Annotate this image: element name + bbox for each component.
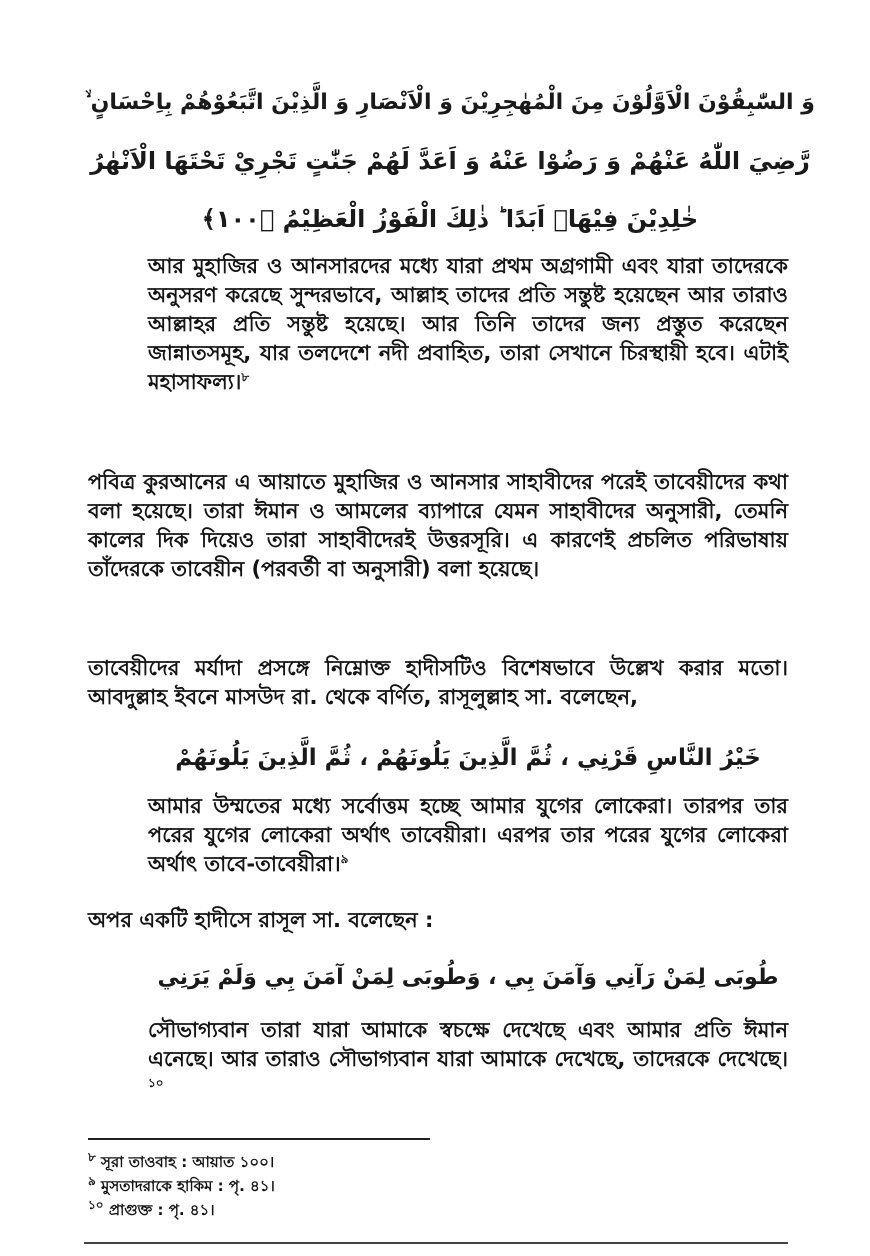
footnote-text: প্রাগুক্ত : পৃ. ৪১। (108, 1201, 215, 1219)
hadith-2-arabic: طُوبَى لِمَنْ رَآنِي وَآمَنَ بِي ، وَطُوبَى لِمَنْ آمَنَ بِي وَلَمْ يَرَنِي (157, 965, 779, 990)
footnote-9 (88, 1174, 688, 1198)
footnote-ref-9: ৯ (340, 852, 349, 866)
footnote-10 (88, 1198, 688, 1222)
footnote-number: ১০ (88, 1198, 104, 1212)
quran-ayah (80, 74, 820, 248)
page-bottom-divider (84, 1242, 788, 1244)
footnote-ref-8: ৮ (241, 370, 250, 384)
paragraph-tabeyi-intro: পবিত্র কুরআনের এ আয়াতে মুহাজির ও আনসার সাহাবীদের পরেই তাবেয়ীদের কথা বলা হয়েছে। তারা ঈমান ও আমলের ব্যাপারে যেমন সাহাবীদের অনুসারী, তেমনি কালের দিক দিয়েও তারা সাহাবীদেরই উত্তরসূরি। এ কারণেই প্রচলিত পরিভাষায় তাঁদেরকে তাবেয়ীন (পরবর্তী বা অনুসারী) বলা হয়েছে। (88, 470, 788, 581)
hadith-2-translation (148, 1016, 788, 1103)
hadith-1-arabic: خَيْرُ النَّاسِ قَرْنِي ، ثُمَّ الَّذِينَ يَلُونَهُمْ ، ثُمَّ الَّذِينَ يَلُونَهُمْ (175, 745, 761, 771)
footnote-text: মুসতাদরাকে হাকিম : পৃ. ৪১। (101, 1177, 275, 1195)
ayah-line-2: رَّضِيَ اللّٰهُ عَنْهُمْ وَ رَضُوْا عَنْهُ وَ اَعَدَّ لَهُمْ جَنّٰتٍ تَجْرِيْ تَحْتَهَا الْاَنْهٰرُ (90, 147, 810, 175)
footnote-ref-10: ১০ (148, 1076, 164, 1090)
footnote-number: ৯ (88, 1174, 96, 1188)
footnote-text: সূরা তাওবাহ : আয়াত ১০০। (101, 1153, 275, 1171)
paragraph-second-hadith-intro: অপর একটি হাদীসে রাসূল সা. বলেছেন : (88, 908, 434, 932)
ayah-line-3: خٰلِدِيْنَ فِيْهَاۤ اَبَدًا ؕ ذٰلِكَ الْفَوْزُ الْعَظِيْمُ ﴿۱۰۰﴾ (201, 205, 699, 233)
footnote-8 (88, 1150, 688, 1174)
hadith-1-translation (148, 792, 788, 879)
footnote-divider (88, 1138, 430, 1140)
ayah-translation-text: আর মুহাজির ও আনসারদের মধ্যে যারা প্রথম অগ্রগামী এবং যারা তাদেরকে অনুসরণ করেছে সুন্দরভাবে, আল্লাহ তাদের প্রতি সন্তুষ্ট হয়েছেন আর তারাও আল্লাহর প্রতি সন্তুষ্ট হয়েছে। আর তিনি তাদের জন্য প্রস্তুত করেছেন জান্নাতসমূহ, যার তলদেশে নদী প্রবাহিত, তারা সেখানে চিরস্থায়ী হবে। এটাই মহাসাফল্য। (148, 254, 788, 394)
footnote-number: ৮ (88, 1150, 96, 1164)
ayah-translation (148, 252, 788, 397)
hadith-2-translation-text: সৌভাগ্যবান তারা যারা আমাকে স্বচক্ষে দেখেছে এবং আমার প্রতি ঈমান এনেছে। আর তারাও সৌভাগ্যবান যারা আমাকে দেখেছে, তাদেরকে দেখেছে। (148, 1018, 788, 1071)
hadith-1-translation-text: আমার উম্মতের মধ্যে সর্বোত্তম হচ্ছে আমার যুগের লোকেরা। তারপর তার পরের যুগের লোকেরা অর্থাৎ তাবেয়ীরা। এরপর তার পরের যুগের লোকেরা অর্থাৎ তাবে-তাবেয়ীরা। (148, 794, 788, 876)
paragraph-hadith-intro: তাবেয়ীদের মর্যাদা প্রসঙ্গে নিম্নোক্ত হাদীসটিও বিশেষভাবে উল্লেখ করার মতো। আবদুল্লাহ ইবনে মাসউদ রা. থেকে বর্ণিত, রাসূলুল্লাহ সা. বলেছেন, (88, 656, 788, 709)
ayah-line-1: وَ السّٰبِقُوْنَ الْاَوَّلُوْنَ مِنَ الْمُهٰجِرِيْنَ وَ الْاَنْصَارِ وَ الَّذِيْنَ اتَّبَعُوْهُمْ بِاِحْسَانٍ ۙ (85, 90, 815, 115)
footnotes (88, 1150, 688, 1222)
